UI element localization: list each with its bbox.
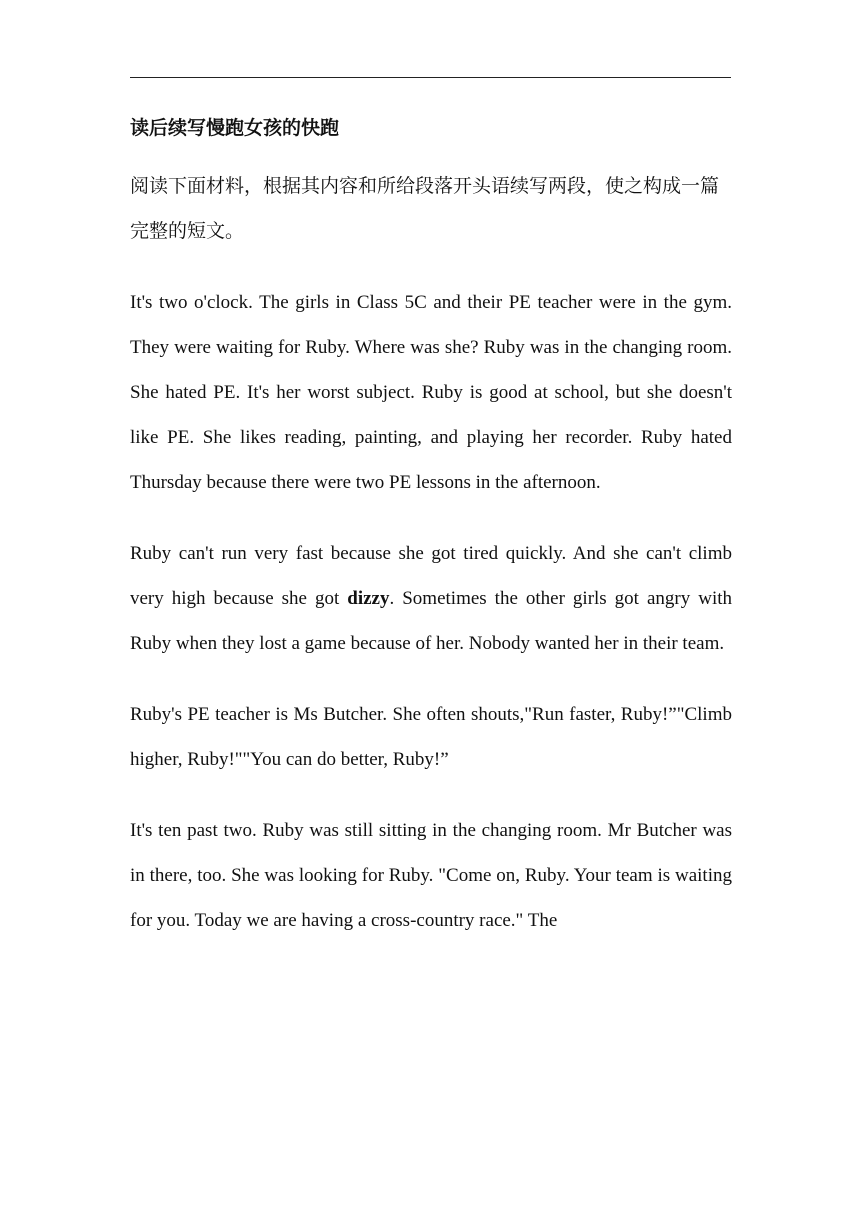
document-body	[130, 108, 732, 943]
paragraph-2-text-a: Ruby can't run very fast because she got tired quickly. And she can't climb very high because she got	[130, 543, 732, 609]
paragraph-2	[130, 531, 732, 666]
paragraph-4: It's ten past two. Ruby was still sitting in the changing room. Mr Butcher was in there, too. She was looking for Ruby. "Come on, Ruby. Your team is waiting for you. Today we are having a cross-country race." The	[130, 820, 732, 931]
bold-word-dizzy: dizzy	[347, 588, 390, 609]
document-title: 读后续写慢跑女孩的快跑	[130, 117, 340, 139]
header-rule	[130, 77, 731, 78]
instruction-text: 阅读下面材料，根据其内容和所给段落开头语续写两段，使之构成一篇完整的短文。	[130, 175, 720, 242]
paragraph-1: It's two o'clock. The girls in Class 5C and their PE teacher were in the gym. They were waiting for Ruby. Where was she? Ruby was in the changing room. She hated PE. It's her worst subject. Ruby is good at school, but she doesn't like PE. She likes reading, painting, and playing her recorder. Ruby hated Thursday because there were two PE lessons in the afternoon.	[130, 292, 732, 493]
paragraph-3: Ruby's PE teacher is Ms Butcher. She often shouts,"Run faster, Ruby!”"Climb higher, Ruby!""You can do better, Ruby!”	[130, 704, 732, 770]
paragraph-2-text-b: . Sometimes the other girls got angry with Ruby when they lost a game because of her. Nobody wanted her in their team.	[130, 588, 732, 654]
